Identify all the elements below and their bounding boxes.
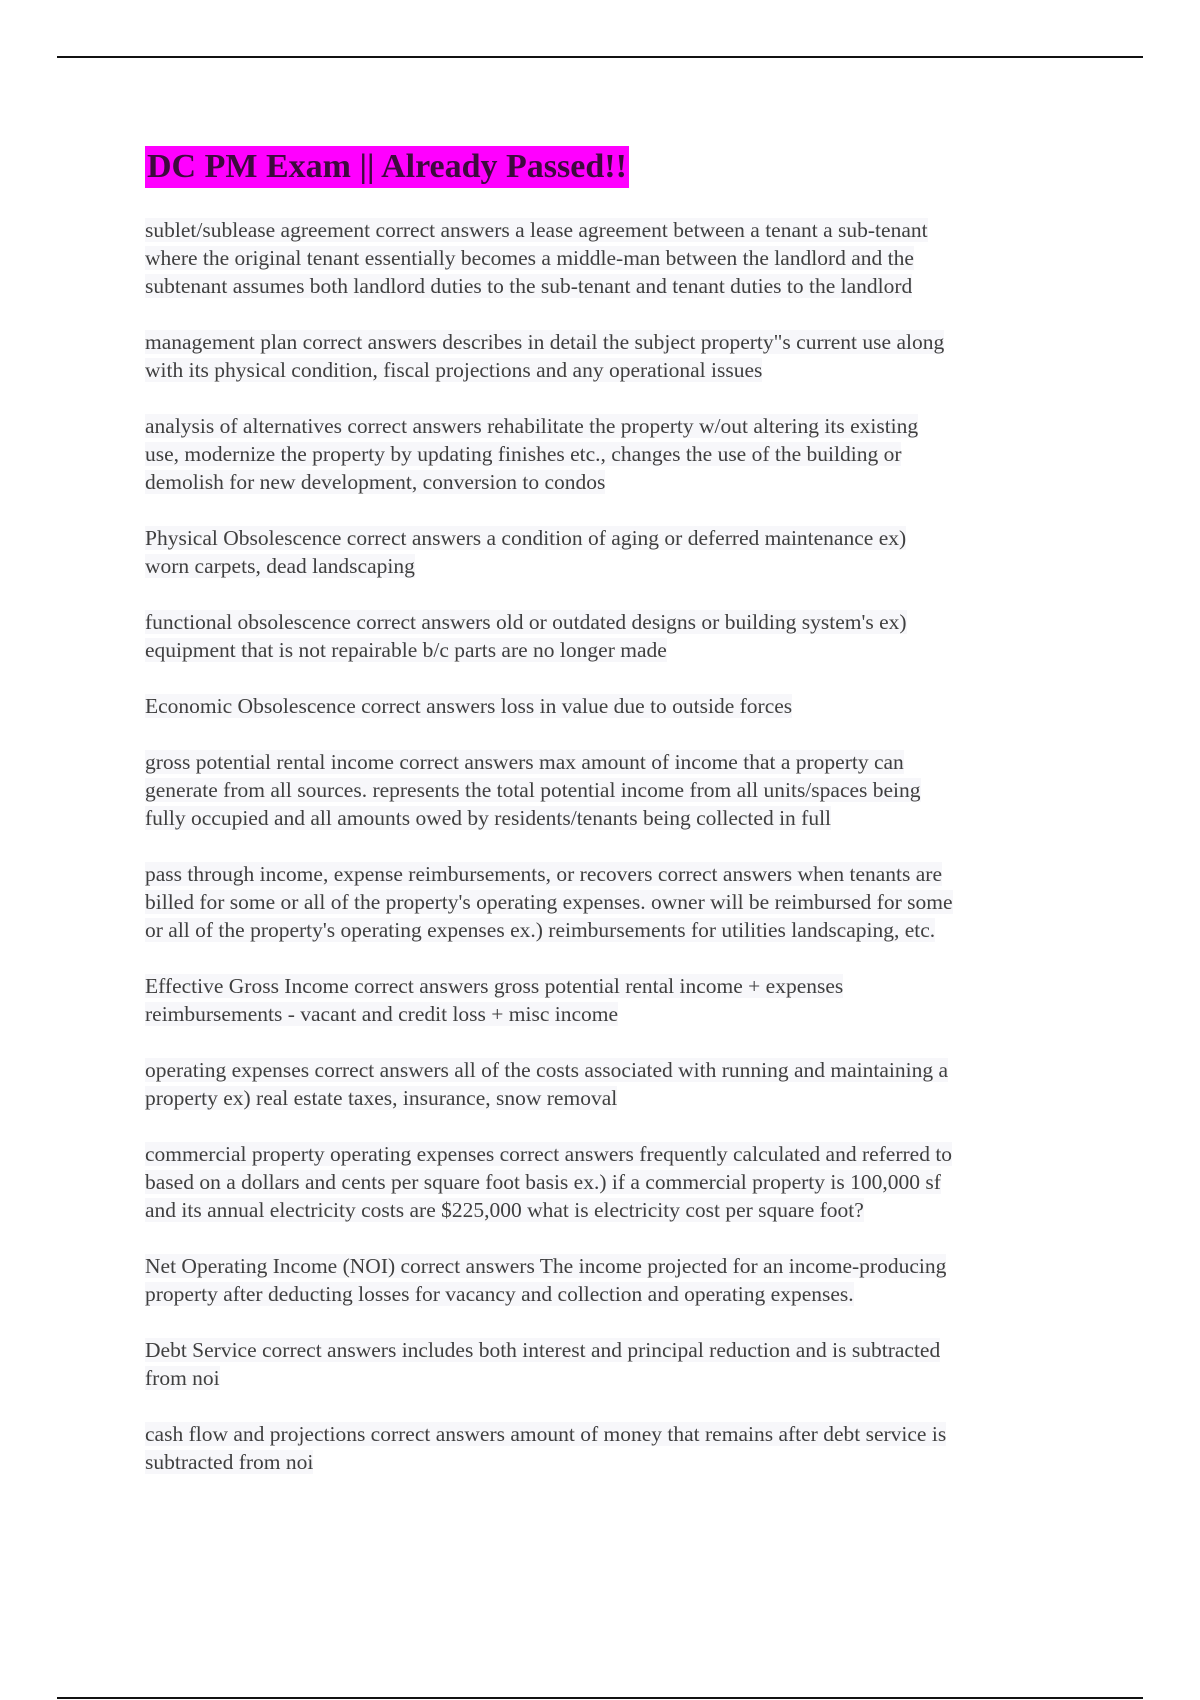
entry-line [145, 1140, 1065, 1168]
entry-line-text: analysis of alternatives correct answers rehabilitate the property w/out altering its existing [145, 414, 919, 438]
entry-line-text: based on a dollars and cents per square foot basis ex.) if a commercial property is 100,000 sf [145, 1170, 941, 1194]
entry-line-text: sublet/sublease agreement correct answers a lease agreement between a tenant a sub-tenant [145, 218, 928, 242]
document-body [145, 146, 1065, 1504]
qa-entry [145, 972, 1065, 1028]
entry-line-text: property after deducting losses for vacancy and collection and operating expenses. [145, 1282, 854, 1306]
entry-line-text: Net Operating Income (NOI) correct answers The income projected for an income-producing [145, 1254, 947, 1278]
entry-line-text: gross potential rental income correct answers max amount of income that a property can [145, 750, 904, 774]
entry-line-text: billed for some or all of the property's operating expenses. owner will be reimbursed for some [145, 890, 953, 914]
entry-line-text: from noi [145, 1366, 220, 1390]
entry-line-text: operating expenses correct answers all of the costs associated with running and maintaining a [145, 1058, 949, 1082]
qa-entry [145, 608, 1065, 664]
entry-line [145, 1448, 1065, 1476]
entry-line [145, 916, 1065, 944]
entry-line-text: or all of the property's operating expenses ex.) reimbursements for utilities landscaping, etc. [145, 918, 936, 942]
qa-entry [145, 860, 1065, 944]
top-rule [57, 56, 1143, 58]
entry-line-text: commercial property operating expenses correct answers frequently calculated and referred to [145, 1142, 953, 1166]
entry-line-text: and its annual electricity costs are $225,000 what is electricity cost per square foot? [145, 1198, 864, 1222]
entry-line-text: reimbursements - vacant and credit loss + misc income [145, 1002, 619, 1026]
qa-entry [145, 1336, 1065, 1392]
entry-line-text: generate from all sources. represents the total potential income from all units/spaces being [145, 778, 921, 802]
entry-line [145, 468, 1065, 496]
entry-line [145, 1084, 1065, 1112]
qa-entry [145, 328, 1065, 384]
entry-line [145, 244, 1065, 272]
entry-line [145, 636, 1065, 664]
entry-line [145, 888, 1065, 916]
entry-line [145, 1364, 1065, 1392]
entry-line [145, 1056, 1065, 1084]
qa-entry [145, 1140, 1065, 1224]
qa-entry [145, 524, 1065, 580]
entry-line-text: subtracted from noi [145, 1450, 314, 1474]
entry-line-text: use, modernize the property by updating finishes etc., changes the use of the building or [145, 442, 902, 466]
entry-line [145, 608, 1065, 636]
entry-line-text: with its physical condition, fiscal projections and any operational issues [145, 358, 763, 382]
entry-line-text: equipment that is not repairable b/c parts are no longer made [145, 638, 667, 662]
entry-line [145, 1000, 1065, 1028]
qa-entry [145, 1252, 1065, 1308]
entry-line [145, 1252, 1065, 1280]
entry-line [145, 412, 1065, 440]
entry-line [145, 272, 1065, 300]
entry-line [145, 440, 1065, 468]
bottom-rule [57, 1697, 1143, 1699]
entry-line-text: Effective Gross Income correct answers gross potential rental income + expenses [145, 974, 844, 998]
qa-entry [145, 412, 1065, 496]
entry-line [145, 776, 1065, 804]
qa-entry [145, 748, 1065, 832]
entry-line [145, 804, 1065, 832]
document-title: DC PM Exam || Already Passed!! [145, 146, 629, 188]
entry-line [145, 356, 1065, 384]
entry-line [145, 748, 1065, 776]
entry-line-text: demolish for new development, conversion to condos [145, 470, 606, 494]
entry-line-text: pass through income, expense reimbursements, or recovers correct answers when tenants are [145, 862, 943, 886]
entry-line [145, 1168, 1065, 1196]
entry-line [145, 692, 1065, 720]
entry-line [145, 524, 1065, 552]
entry-line [145, 328, 1065, 356]
entry-list [145, 216, 1065, 1476]
entry-line [145, 552, 1065, 580]
qa-entry [145, 1056, 1065, 1112]
qa-entry [145, 1420, 1065, 1476]
qa-entry [145, 216, 1065, 300]
entry-line-text: where the original tenant essentially becomes a middle-man between the landlord and the [145, 246, 914, 270]
entry-line-text: subtenant assumes both landlord duties to the sub-tenant and tenant duties to the landlord [145, 274, 913, 298]
entry-line-text: property ex) real estate taxes, insurance, snow removal [145, 1086, 618, 1110]
entry-line-text: Debt Service correct answers includes both interest and principal reduction and is subtracted [145, 1338, 941, 1362]
entry-line [145, 1336, 1065, 1364]
entry-line [145, 972, 1065, 1000]
entry-line [145, 860, 1065, 888]
qa-entry [145, 692, 1065, 720]
entry-line [145, 1196, 1065, 1224]
entry-line [145, 1420, 1065, 1448]
entry-line-text: management plan correct answers describes in detail the subject property"s current use along [145, 330, 945, 354]
entry-line-text: fully occupied and all amounts owed by residents/tenants being collected in full [145, 806, 832, 830]
entry-line-text: cash flow and projections correct answers amount of money that remains after debt service is [145, 1422, 947, 1446]
entry-line-text: worn carpets, dead landscaping [145, 554, 415, 578]
entry-line-text: Physical Obsolescence correct answers a condition of aging or deferred maintenance ex) [145, 526, 907, 550]
entry-line-text: Economic Obsolescence correct answers loss in value due to outside forces [145, 694, 793, 718]
entry-line [145, 216, 1065, 244]
entry-line [145, 1280, 1065, 1308]
entry-line-text: functional obsolescence correct answers old or outdated designs or building system's ex) [145, 610, 907, 634]
